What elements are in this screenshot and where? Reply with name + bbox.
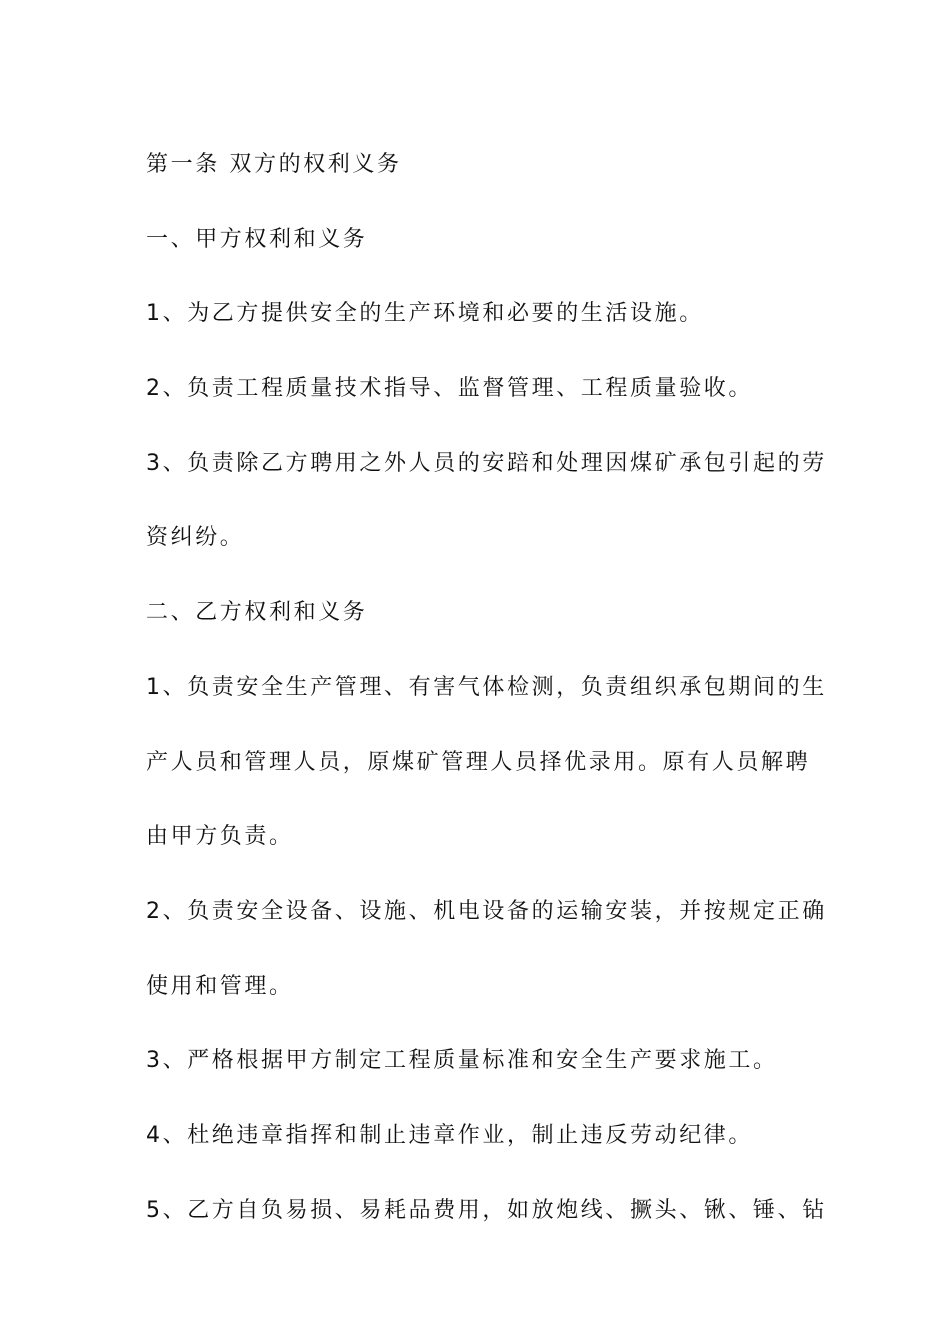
party-a-item-1: 1、为乙方提供安全的生产环境和必要的生活设施。 (146, 301, 704, 327)
party-b-item-2-line-2: 使用和管理。 (146, 973, 294, 999)
document-body (146, 128, 827, 1248)
section-heading-party-b: 二、乙方权利和义务 (146, 600, 368, 626)
party-a-item-3-line-1: 3、负责除乙方聘用之外人员的安踣和处理因煤矿承包引起的劳 (146, 450, 827, 476)
party-b-item-2-line-1: 2、负责安全设备、设施、机电设备的运输安装，并按规定正确 (146, 898, 827, 924)
party-b-item-4: 4、杜绝违章指挥和制止违章作业，制止违反劳动纪律。 (146, 1122, 753, 1148)
party-b-item-1-line-1: 1、负责安全生产管理、有害气体检测，负责组织承包期间的生 (146, 674, 827, 700)
party-a-item-2: 2、负责工程质量技术指导、监督管理、工程质量验收。 (146, 376, 753, 402)
party-b-item-1-line-2: 产人员和管理人员，原煤矿管理人员择优录用。原有人员解聘 (146, 749, 811, 775)
party-b-item-3: 3、严格根据甲方制定工程质量标准和安全生产要求施工。 (146, 1048, 778, 1074)
section-heading-party-a: 一、甲方权利和义务 (146, 226, 368, 252)
party-b-item-1-line-3: 由甲方负责。 (146, 824, 294, 850)
party-b-item-5-line-1: 5、乙方自负易损、易耗品费用，如放炮线、撅头、锹、锤、钻 (146, 1197, 827, 1223)
party-a-item-3-line-2: 资纠纷。 (146, 525, 245, 551)
article-heading: 第一条 双方的权利义务 (146, 152, 402, 177)
